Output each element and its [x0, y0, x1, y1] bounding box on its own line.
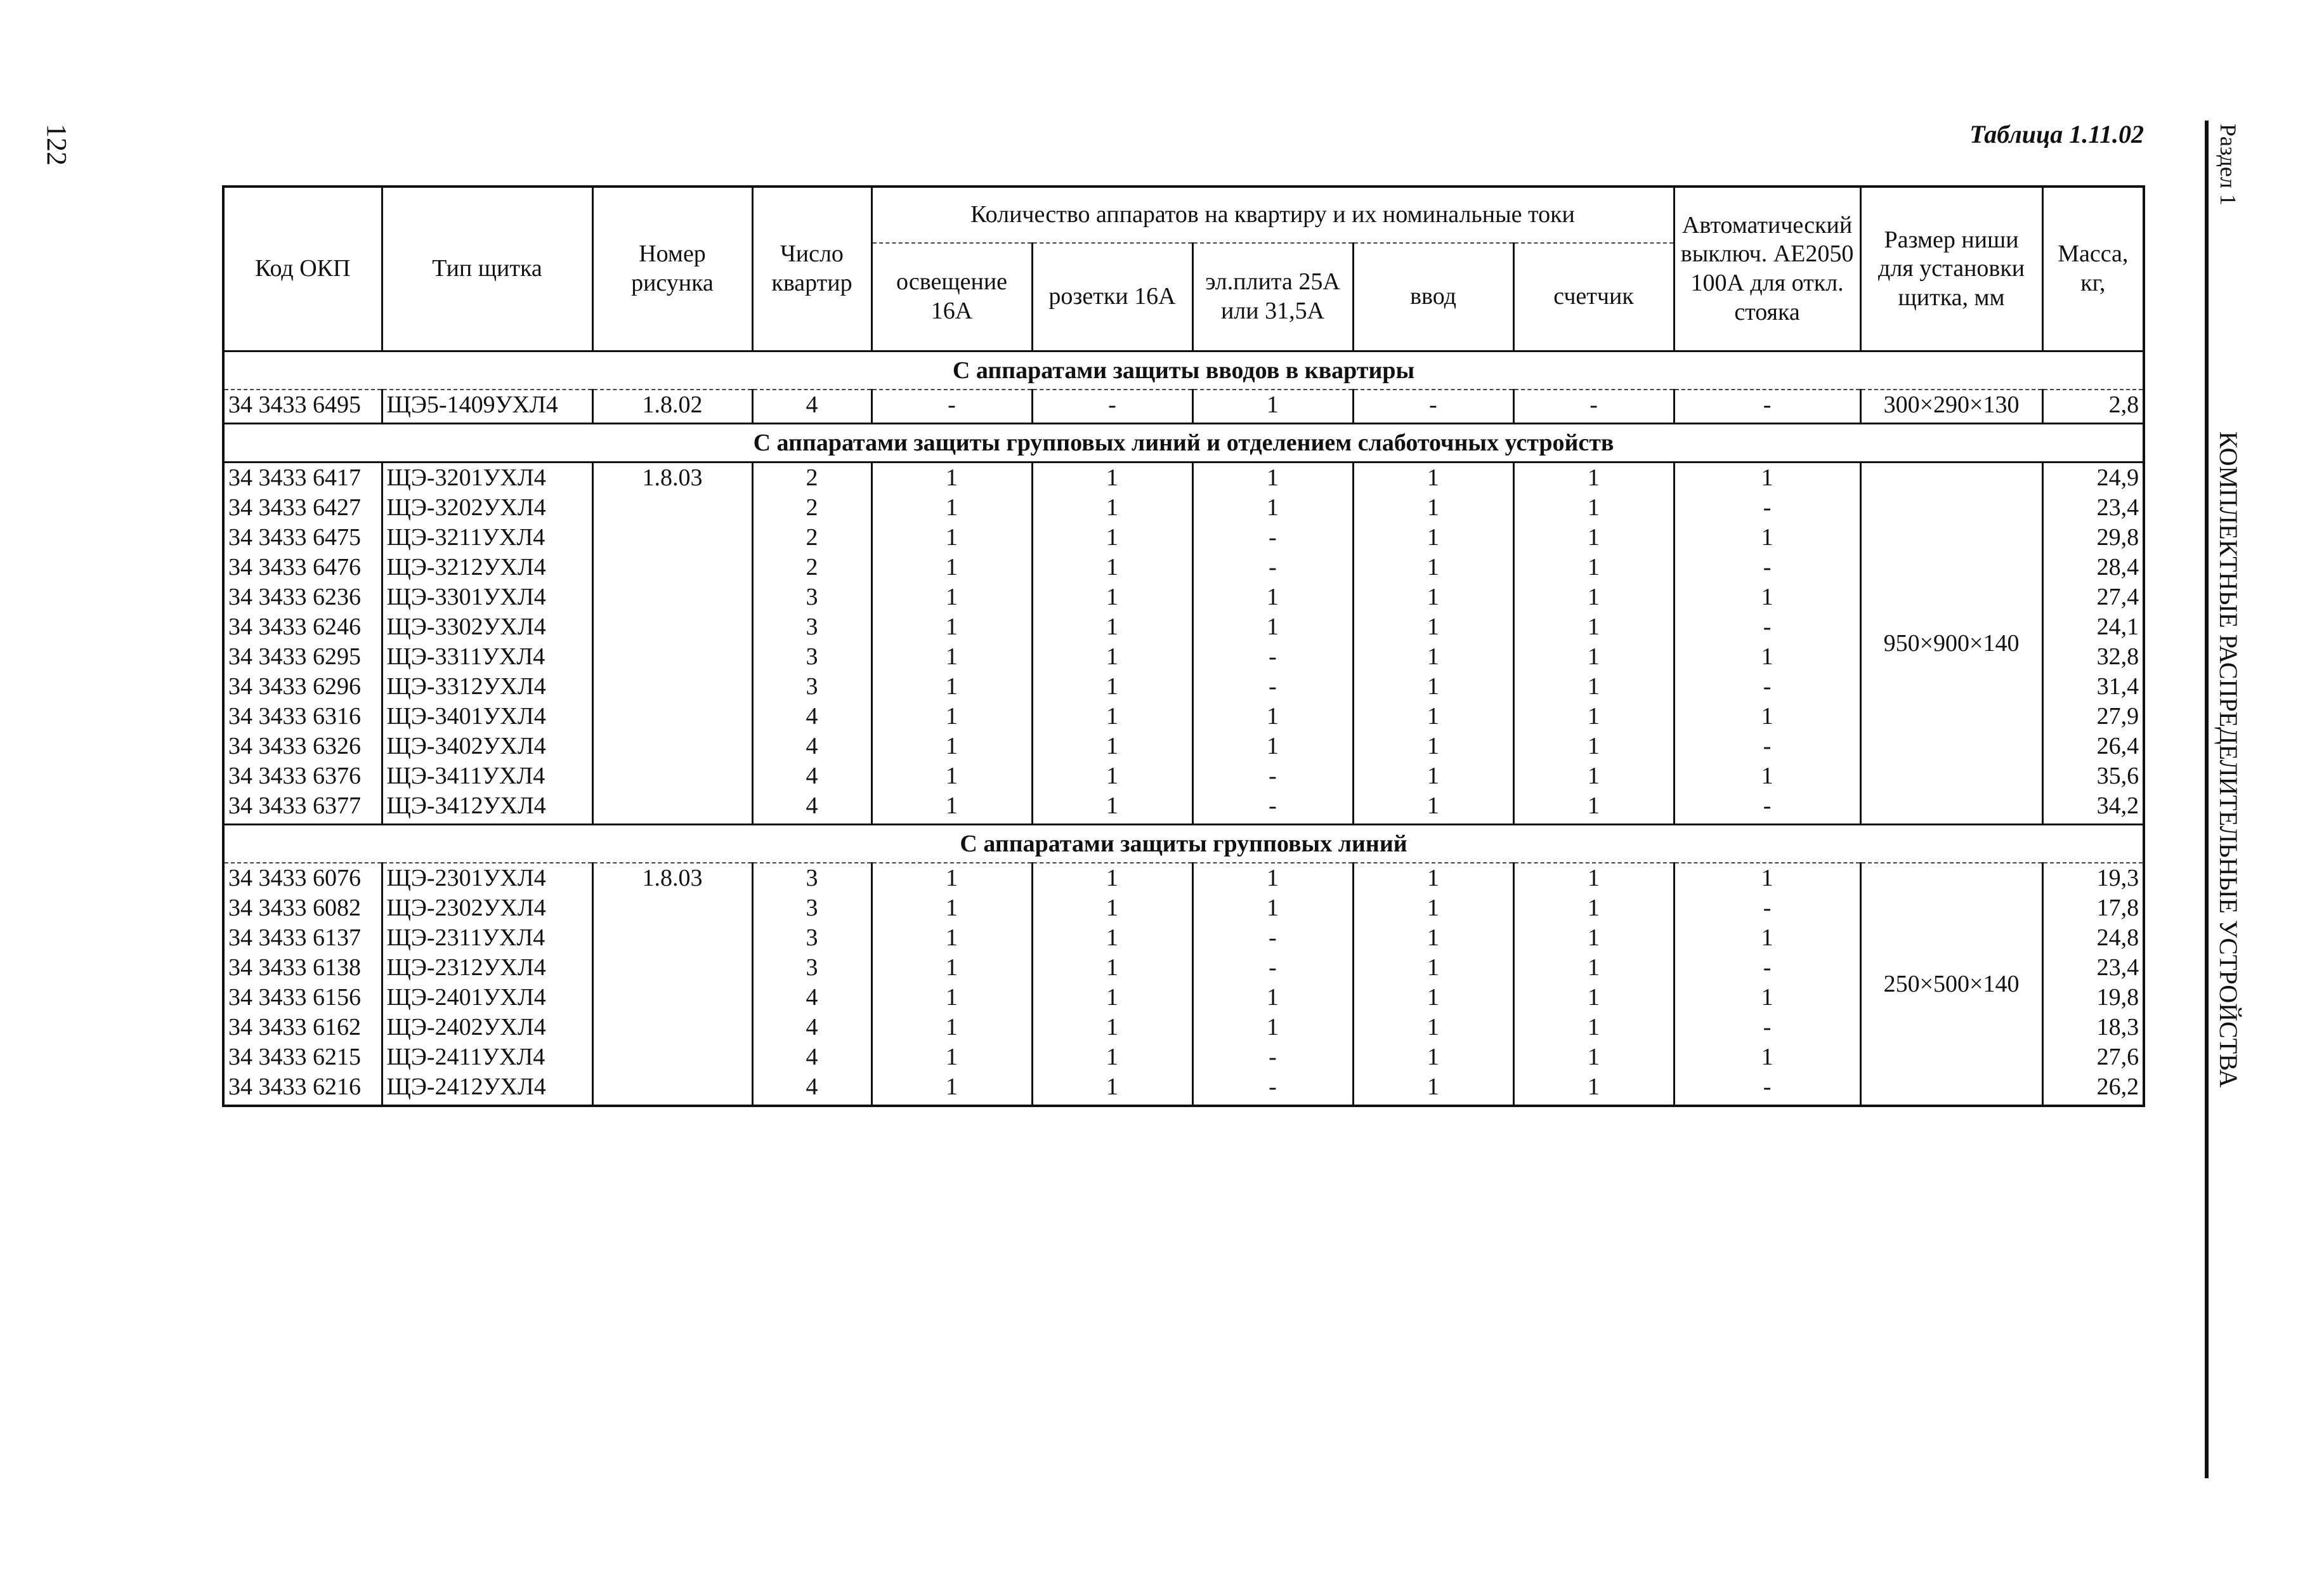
- header-breaker: Автоматический выключ. АЕ2050 100А для откл. стояка: [1674, 187, 1860, 351]
- cell-meter: 1: [1513, 463, 1674, 494]
- cell-sockets: 1: [1032, 642, 1192, 672]
- cell-flats: 2: [752, 463, 872, 494]
- cell-mass: 17,8: [2042, 893, 2144, 923]
- table-row: [223, 761, 2144, 791]
- cell-input: 1: [1353, 863, 1513, 893]
- cell-lighting: 1: [872, 523, 1032, 553]
- header-figure: Номер рисунка: [592, 187, 752, 351]
- cell-flats: 4: [752, 732, 872, 761]
- cell-type: ЩЭ-3211УХЛ4: [382, 523, 592, 553]
- cell-input: 1: [1353, 923, 1513, 953]
- table-caption: Таблица 1.11.02: [1969, 120, 2144, 148]
- cell-stove: -: [1192, 923, 1353, 953]
- cell-type: ЩЭ-2301УХЛ4: [382, 863, 592, 893]
- cell-code: 34 3433 6236: [223, 582, 382, 612]
- cell-meter: 1: [1513, 791, 1674, 825]
- cell-type: ЩЭ-3401УХЛ4: [382, 702, 592, 732]
- cell-code: 34 3433 6427: [223, 493, 382, 523]
- table-row: [223, 582, 2144, 612]
- cell-meter: 1: [1513, 582, 1674, 612]
- cell-flats: 4: [752, 983, 872, 1013]
- cell-lighting: 1: [872, 923, 1032, 953]
- cell-type: ЩЭ-3411УХЛ4: [382, 761, 592, 791]
- cell-breaker: 1: [1674, 702, 1860, 732]
- cell-breaker: 1: [1674, 863, 1860, 893]
- cell-mass: 27,6: [2042, 1042, 2144, 1072]
- cell-mass: 24,8: [2042, 923, 2144, 953]
- table-row: [223, 791, 2144, 825]
- header-input: ввод: [1353, 243, 1513, 351]
- cell-sockets: 1: [1032, 732, 1192, 761]
- cell-sockets: 1: [1032, 761, 1192, 791]
- cell-lighting: 1: [872, 983, 1032, 1013]
- cell-input: 1: [1353, 953, 1513, 983]
- cell-sockets: 1: [1032, 983, 1192, 1013]
- header-niche: Размер ниши для установки щитка, мм: [1860, 187, 2042, 351]
- cell-input: 1: [1353, 582, 1513, 612]
- table-body: [223, 351, 2144, 1106]
- cell-breaker: -: [1674, 732, 1860, 761]
- cell-sockets: 1: [1032, 463, 1192, 494]
- cell-input: 1: [1353, 672, 1513, 702]
- cell-lighting: 1: [872, 672, 1032, 702]
- cell-sockets: 1: [1032, 1042, 1192, 1072]
- cell-stove: 1: [1192, 732, 1353, 761]
- cell-meter: 1: [1513, 983, 1674, 1013]
- cell-breaker: -: [1674, 953, 1860, 983]
- header-mass: Масса, кг,: [2042, 187, 2144, 351]
- cell-breaker: -: [1674, 390, 1860, 424]
- cell-code: 34 3433 6138: [223, 953, 382, 983]
- cell-breaker: 1: [1674, 761, 1860, 791]
- table-row: [223, 1042, 2144, 1072]
- cell-meter: 1: [1513, 923, 1674, 953]
- cell-flats: 2: [752, 523, 872, 553]
- cell-code: 34 3433 6326: [223, 732, 382, 761]
- cell-meter: 1: [1513, 1013, 1674, 1042]
- cell-type: ЩЭ-2411УХЛ4: [382, 1042, 592, 1072]
- cell-lighting: 1: [872, 642, 1032, 672]
- cell-code: 34 3433 6296: [223, 672, 382, 702]
- section-title: С аппаратами защиты вводов в квартиры: [223, 351, 2144, 390]
- cell-sockets: 1: [1032, 612, 1192, 642]
- cell-type: ЩЭ-3412УХЛ4: [382, 791, 592, 825]
- cell-mass: 29,8: [2042, 523, 2144, 553]
- cell-stove: -: [1192, 953, 1353, 983]
- cell-sockets: 1: [1032, 582, 1192, 612]
- cell-type: ЩЭ-2302УХЛ4: [382, 893, 592, 923]
- cell-flats: 4: [752, 702, 872, 732]
- cell-code: 34 3433 6246: [223, 612, 382, 642]
- table-row: [223, 863, 2144, 893]
- cell-input: 1: [1353, 702, 1513, 732]
- cell-breaker: 1: [1674, 523, 1860, 553]
- cell-niche: 250×500×140: [1860, 863, 2042, 1106]
- cell-stove: -: [1192, 761, 1353, 791]
- cell-breaker: 1: [1674, 463, 1860, 494]
- cell-stove: -: [1192, 672, 1353, 702]
- cell-meter: 1: [1513, 553, 1674, 582]
- cell-mass: 34,2: [2042, 791, 2144, 825]
- cell-sockets: 1: [1032, 791, 1192, 825]
- cell-mass: 19,8: [2042, 983, 2144, 1013]
- cell-stove: -: [1192, 791, 1353, 825]
- cell-breaker: -: [1674, 1072, 1860, 1106]
- cell-figure: 1.8.03: [592, 863, 752, 1106]
- cell-lighting: 1: [872, 702, 1032, 732]
- cell-flats: 4: [752, 761, 872, 791]
- cell-type: ЩЭ-3212УХЛ4: [382, 553, 592, 582]
- cell-flats: 3: [752, 893, 872, 923]
- cell-code: 34 3433 6376: [223, 761, 382, 791]
- cell-type: ЩЭ-3302УХЛ4: [382, 612, 592, 642]
- cell-lighting: 1: [872, 582, 1032, 612]
- cell-meter: 1: [1513, 761, 1674, 791]
- cell-lighting: 1: [872, 1042, 1032, 1072]
- section-title: С аппаратами защиты групповых линий и отделением слаботочных устройств: [223, 424, 2144, 463]
- section-header-row: [223, 351, 2144, 390]
- cell-sockets: -: [1032, 390, 1192, 424]
- cell-lighting: -: [872, 390, 1032, 424]
- table-row: [223, 923, 2144, 953]
- cell-stove: -: [1192, 1072, 1353, 1106]
- cell-meter: 1: [1513, 863, 1674, 893]
- cell-meter: 1: [1513, 1042, 1674, 1072]
- cell-stove: 1: [1192, 863, 1353, 893]
- header-stove: эл.плита 25А или 31,5А: [1192, 243, 1353, 351]
- cell-code: 34 3433 6476: [223, 553, 382, 582]
- table-row: [223, 463, 2144, 494]
- cell-meter: 1: [1513, 893, 1674, 923]
- cell-code: 34 3433 6137: [223, 923, 382, 953]
- cell-code: 34 3433 6417: [223, 463, 382, 494]
- table-row: [223, 523, 2144, 553]
- table-row: [223, 672, 2144, 702]
- cell-sockets: 1: [1032, 1013, 1192, 1042]
- cell-stove: -: [1192, 642, 1353, 672]
- cell-flats: 3: [752, 672, 872, 702]
- cell-input: 1: [1353, 1072, 1513, 1106]
- cell-stove: -: [1192, 553, 1353, 582]
- cell-code: 34 3433 6082: [223, 893, 382, 923]
- cell-breaker: -: [1674, 553, 1860, 582]
- cell-mass: 26,4: [2042, 732, 2144, 761]
- cell-type: ЩЭ-3201УХЛ4: [382, 463, 592, 494]
- cell-code: 34 3433 6295: [223, 642, 382, 672]
- cell-sockets: 1: [1032, 923, 1192, 953]
- cell-meter: 1: [1513, 702, 1674, 732]
- cell-sockets: 1: [1032, 493, 1192, 523]
- cell-stove: 1: [1192, 983, 1353, 1013]
- cell-code: 34 3433 6162: [223, 1013, 382, 1042]
- cell-mass: 26,2: [2042, 1072, 2144, 1106]
- cell-sockets: 1: [1032, 702, 1192, 732]
- cell-input: -: [1353, 390, 1513, 424]
- cell-sockets: 1: [1032, 672, 1192, 702]
- cell-stove: 1: [1192, 612, 1353, 642]
- cell-lighting: 1: [872, 791, 1032, 825]
- cell-mass: 18,3: [2042, 1013, 2144, 1042]
- section-title: С аппаратами защиты групповых линий: [223, 825, 2144, 863]
- cell-flats: 4: [752, 1013, 872, 1042]
- table-row: [223, 1072, 2144, 1106]
- cell-lighting: 1: [872, 863, 1032, 893]
- cell-code: 34 3433 6215: [223, 1042, 382, 1072]
- cell-input: 1: [1353, 893, 1513, 923]
- cell-mass: 32,8: [2042, 642, 2144, 672]
- cell-lighting: 1: [872, 553, 1032, 582]
- cell-sockets: 1: [1032, 893, 1192, 923]
- cell-code: 34 3433 6475: [223, 523, 382, 553]
- cell-mass: 23,4: [2042, 493, 2144, 523]
- cell-stove: -: [1192, 1042, 1353, 1072]
- table-row: [223, 390, 2144, 424]
- cell-breaker: 1: [1674, 642, 1860, 672]
- cell-flats: 2: [752, 493, 872, 523]
- cell-sockets: 1: [1032, 523, 1192, 553]
- cell-breaker: -: [1674, 893, 1860, 923]
- table-row: [223, 642, 2144, 672]
- cell-code: 34 3433 6495: [223, 390, 382, 424]
- table-row: [223, 493, 2144, 523]
- table-row: [223, 732, 2144, 761]
- cell-input: 1: [1353, 732, 1513, 761]
- cell-breaker: 1: [1674, 1042, 1860, 1072]
- cell-figure: 1.8.03: [592, 463, 752, 825]
- cell-mass: 35,6: [2042, 761, 2144, 791]
- cell-input: 1: [1353, 791, 1513, 825]
- cell-input: 1: [1353, 983, 1513, 1013]
- cell-niche: 300×290×130: [1860, 390, 2042, 424]
- cell-input: 1: [1353, 493, 1513, 523]
- cell-stove: 1: [1192, 702, 1353, 732]
- cell-type: ЩЭ5-1409УХЛ4: [382, 390, 592, 424]
- cell-flats: 3: [752, 582, 872, 612]
- table-row: [223, 893, 2144, 923]
- cell-flats: 3: [752, 953, 872, 983]
- cell-flats: 4: [752, 1042, 872, 1072]
- table-row: [223, 983, 2144, 1013]
- cell-lighting: 1: [872, 732, 1032, 761]
- cell-breaker: -: [1674, 672, 1860, 702]
- cell-mass: 27,4: [2042, 582, 2144, 612]
- side-chapter-title: КОМПЛЕКТНЫЕ РАСПРЕДЕЛИТЕЛЬНЫЕ УСТРОЙСТВА: [2214, 431, 2243, 1088]
- header-type: Тип щитка: [382, 187, 592, 351]
- cell-meter: 1: [1513, 953, 1674, 983]
- cell-sockets: 1: [1032, 953, 1192, 983]
- cell-sockets: 1: [1032, 553, 1192, 582]
- cell-mass: 28,4: [2042, 553, 2144, 582]
- table-row: [223, 553, 2144, 582]
- cell-type: ЩЭ-3312УХЛ4: [382, 672, 592, 702]
- cell-lighting: 1: [872, 493, 1032, 523]
- cell-input: 1: [1353, 463, 1513, 494]
- cell-lighting: 1: [872, 953, 1032, 983]
- table-row: [223, 1013, 2144, 1042]
- cell-stove: 1: [1192, 582, 1353, 612]
- cell-meter: 1: [1513, 672, 1674, 702]
- cell-lighting: 1: [872, 761, 1032, 791]
- cell-meter: 1: [1513, 1072, 1674, 1106]
- cell-lighting: 1: [872, 1013, 1032, 1042]
- cell-stove: 1: [1192, 893, 1353, 923]
- cell-flats: 3: [752, 612, 872, 642]
- cell-mass: 27,9: [2042, 702, 2144, 732]
- cell-figure: 1.8.02: [592, 390, 752, 424]
- cell-breaker: -: [1674, 791, 1860, 825]
- table-row: [223, 702, 2144, 732]
- cell-mass: 23,4: [2042, 953, 2144, 983]
- cell-type: ЩЭ-2402УХЛ4: [382, 1013, 592, 1042]
- cell-stove: 1: [1192, 463, 1353, 494]
- header-devices-group: Количество аппаратов на квартиру и их номинальные токи: [872, 187, 1674, 243]
- cell-mass: 24,1: [2042, 612, 2144, 642]
- cell-type: ЩЭ-2401УХЛ4: [382, 983, 592, 1013]
- cell-meter: 1: [1513, 732, 1674, 761]
- header-meter: счетчик: [1513, 243, 1674, 351]
- cell-flats: 2: [752, 553, 872, 582]
- cell-breaker: -: [1674, 493, 1860, 523]
- cell-stove: 1: [1192, 1013, 1353, 1042]
- cell-flats: 4: [752, 1072, 872, 1106]
- side-rule: [2205, 121, 2209, 1478]
- cell-input: 1: [1353, 612, 1513, 642]
- cell-mass: 24,9: [2042, 463, 2144, 494]
- cell-input: 1: [1353, 1013, 1513, 1042]
- cell-type: ЩЭ-2311УХЛ4: [382, 923, 592, 953]
- cell-meter: 1: [1513, 642, 1674, 672]
- cell-flats: 4: [752, 390, 872, 424]
- cell-niche: 950×900×140: [1860, 463, 2042, 825]
- cell-type: ЩЭ-3202УХЛ4: [382, 493, 592, 523]
- cell-code: 34 3433 6216: [223, 1072, 382, 1106]
- header-lighting: освещение 16А: [872, 243, 1032, 351]
- cell-lighting: 1: [872, 893, 1032, 923]
- cell-breaker: -: [1674, 1013, 1860, 1042]
- cell-stove: -: [1192, 523, 1353, 553]
- cell-sockets: 1: [1032, 1072, 1192, 1106]
- cell-input: 1: [1353, 1042, 1513, 1072]
- cell-type: ЩЭ-3301УХЛ4: [382, 582, 592, 612]
- header-sockets: розетки 16А: [1032, 243, 1192, 351]
- cell-lighting: 1: [872, 1072, 1032, 1106]
- cell-input: 1: [1353, 761, 1513, 791]
- cell-mass: 31,4: [2042, 672, 2144, 702]
- side-section-label: Раздел 1: [2216, 124, 2241, 206]
- cell-stove: 1: [1192, 493, 1353, 523]
- header-code: Код ОКП: [223, 187, 382, 351]
- page-number: 122: [41, 124, 72, 166]
- cell-type: ЩЭ-3402УХЛ4: [382, 732, 592, 761]
- equipment-table: [222, 185, 2145, 1107]
- cell-meter: 1: [1513, 493, 1674, 523]
- section-header-row: [223, 825, 2144, 863]
- table-row: [223, 953, 2144, 983]
- cell-type: ЩЭ-2312УХЛ4: [382, 953, 592, 983]
- cell-input: 1: [1353, 642, 1513, 672]
- cell-flats: 4: [752, 791, 872, 825]
- table-row: [223, 612, 2144, 642]
- section-header-row: [223, 424, 2144, 463]
- cell-breaker: 1: [1674, 923, 1860, 953]
- cell-stove: 1: [1192, 390, 1353, 424]
- cell-code: 34 3433 6377: [223, 791, 382, 825]
- cell-mass: 19,3: [2042, 863, 2144, 893]
- cell-flats: 3: [752, 863, 872, 893]
- cell-flats: 3: [752, 642, 872, 672]
- cell-meter: -: [1513, 390, 1674, 424]
- cell-code: 34 3433 6076: [223, 863, 382, 893]
- cell-sockets: 1: [1032, 863, 1192, 893]
- cell-type: ЩЭ-3311УХЛ4: [382, 642, 592, 672]
- cell-breaker: 1: [1674, 582, 1860, 612]
- cell-code: 34 3433 6156: [223, 983, 382, 1013]
- cell-mass: 2,8: [2042, 390, 2144, 424]
- cell-flats: 3: [752, 923, 872, 953]
- cell-lighting: 1: [872, 463, 1032, 494]
- cell-breaker: -: [1674, 612, 1860, 642]
- cell-meter: 1: [1513, 523, 1674, 553]
- cell-input: 1: [1353, 523, 1513, 553]
- cell-type: ЩЭ-2412УХЛ4: [382, 1072, 592, 1106]
- cell-code: 34 3433 6316: [223, 702, 382, 732]
- cell-breaker: 1: [1674, 983, 1860, 1013]
- header-flats: Число квартир: [752, 187, 872, 351]
- cell-lighting: 1: [872, 612, 1032, 642]
- cell-meter: 1: [1513, 612, 1674, 642]
- cell-input: 1: [1353, 553, 1513, 582]
